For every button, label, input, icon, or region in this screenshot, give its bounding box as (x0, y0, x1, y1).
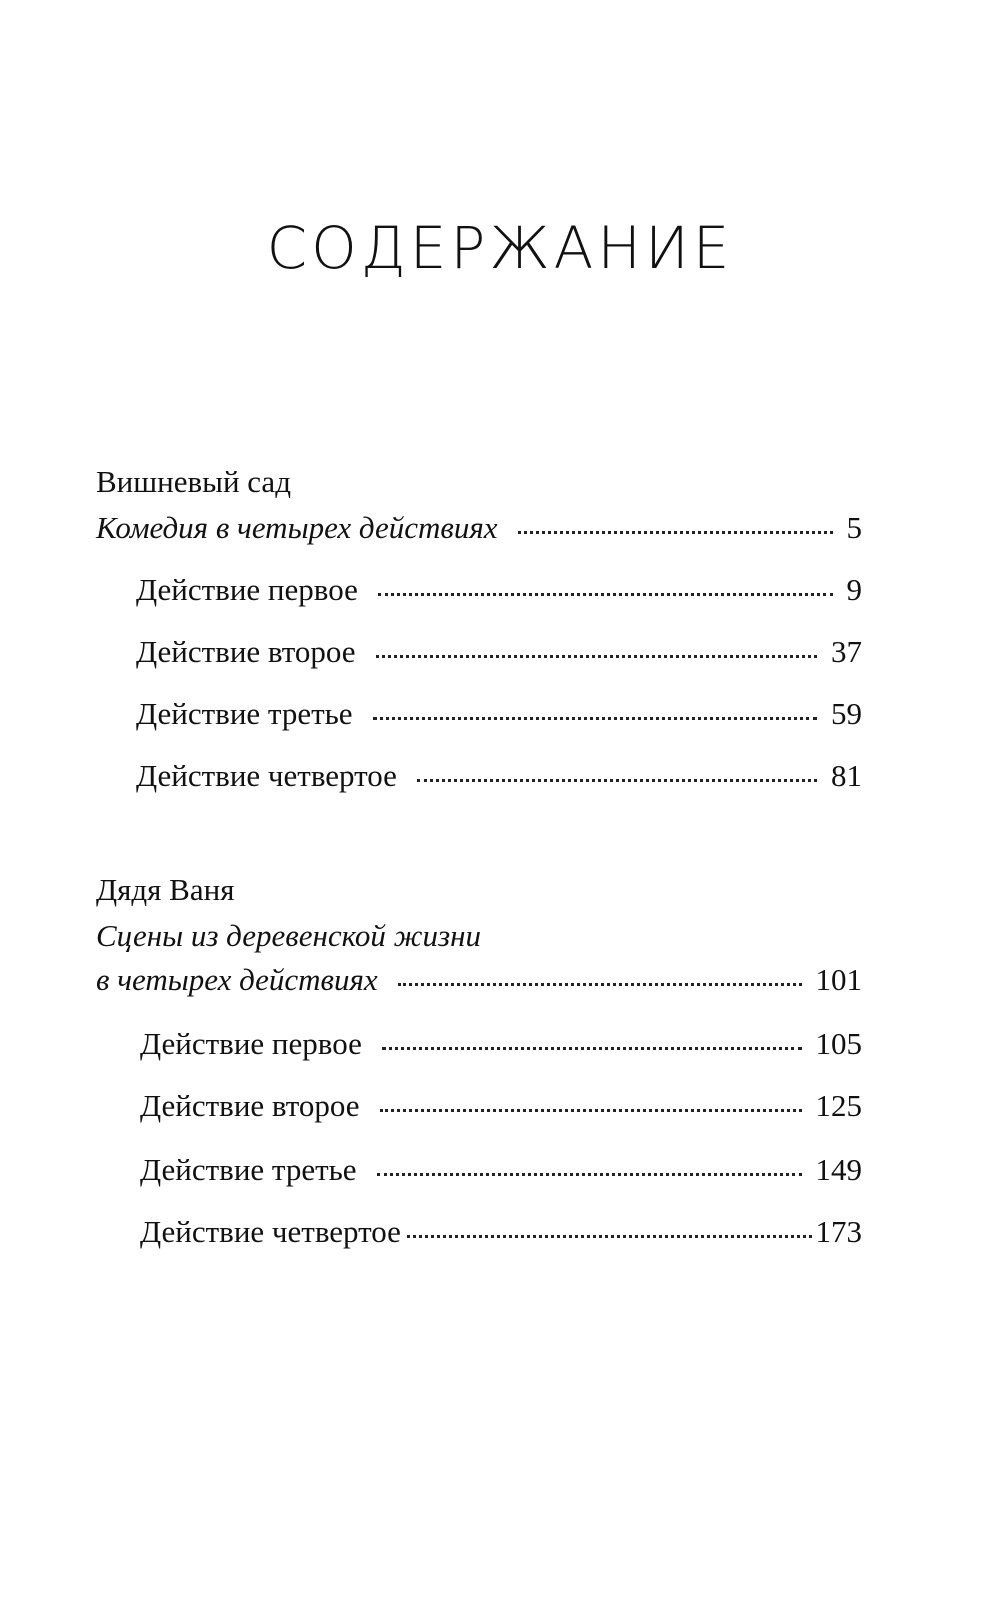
dot-leader (380, 1109, 802, 1112)
toc-page-number: 59 (831, 696, 862, 731)
dot-leader (518, 531, 833, 534)
toc-page-number: 101 (815, 962, 862, 997)
toc-entry-label: Действие второе (136, 634, 356, 669)
dot-leader (378, 593, 833, 596)
toc-page-number: 5 (846, 510, 862, 545)
dot-leader (377, 1173, 802, 1176)
toc-entry-cherry-orchard-act-2[interactable] (136, 632, 862, 672)
dot-leader (398, 983, 802, 986)
work-title-cherry-orchard: Вишневый сад (96, 464, 291, 499)
dot-leader (407, 1235, 812, 1238)
toc-entry-uncle-vanya-act-1[interactable] (140, 1024, 862, 1064)
toc-entry-uncle-vanya-act-2[interactable] (140, 1086, 862, 1126)
page-title: СОДЕРЖАНИЕ (266, 214, 734, 282)
toc-entry-label: Действие первое (136, 572, 358, 607)
toc-entry-label: Действие третье (136, 696, 353, 731)
toc-page-number: 37 (831, 634, 862, 669)
toc-page-number: 149 (815, 1152, 862, 1187)
toc-entry-cherry-orchard-act-3[interactable] (136, 694, 862, 734)
toc-entry-label: Комедия в четырех действиях (96, 510, 498, 545)
toc-entry-cherry-orchard-subtitle[interactable] (96, 508, 862, 548)
toc-entry-label: Действие четвертое (140, 1214, 401, 1249)
toc-page-number: 125 (815, 1088, 862, 1123)
toc-entry-label: Действие второе (140, 1088, 360, 1123)
work-title-uncle-vanya: Дядя Ваня (96, 872, 235, 907)
dot-leader (376, 655, 817, 658)
toc-page-number: 173 (815, 1214, 862, 1249)
dot-leader (382, 1047, 802, 1050)
toc-entry-label: Действие первое (140, 1026, 362, 1061)
toc-entry-label: Действие четвертое (136, 758, 397, 793)
toc-entry-cherry-orchard-act-1[interactable] (136, 570, 862, 610)
dot-leader (373, 717, 817, 720)
toc-entry-label: Действие третье (140, 1152, 357, 1187)
toc-page-number: 9 (846, 572, 862, 607)
toc-entry-label: в четырех действиях (96, 962, 378, 997)
toc-entry-uncle-vanya-subtitle[interactable] (96, 960, 862, 1000)
toc-entry-cherry-orchard-act-4[interactable] (136, 756, 862, 796)
toc-page-number: 81 (831, 758, 862, 793)
toc-entry-uncle-vanya-act-4[interactable] (140, 1212, 862, 1252)
toc-entry-uncle-vanya-act-3[interactable] (140, 1150, 862, 1190)
uncle-vanya-subtitle-line: Сцены из деревенской жизни (96, 918, 481, 953)
toc-page-number: 105 (815, 1026, 862, 1061)
dot-leader (417, 779, 817, 782)
